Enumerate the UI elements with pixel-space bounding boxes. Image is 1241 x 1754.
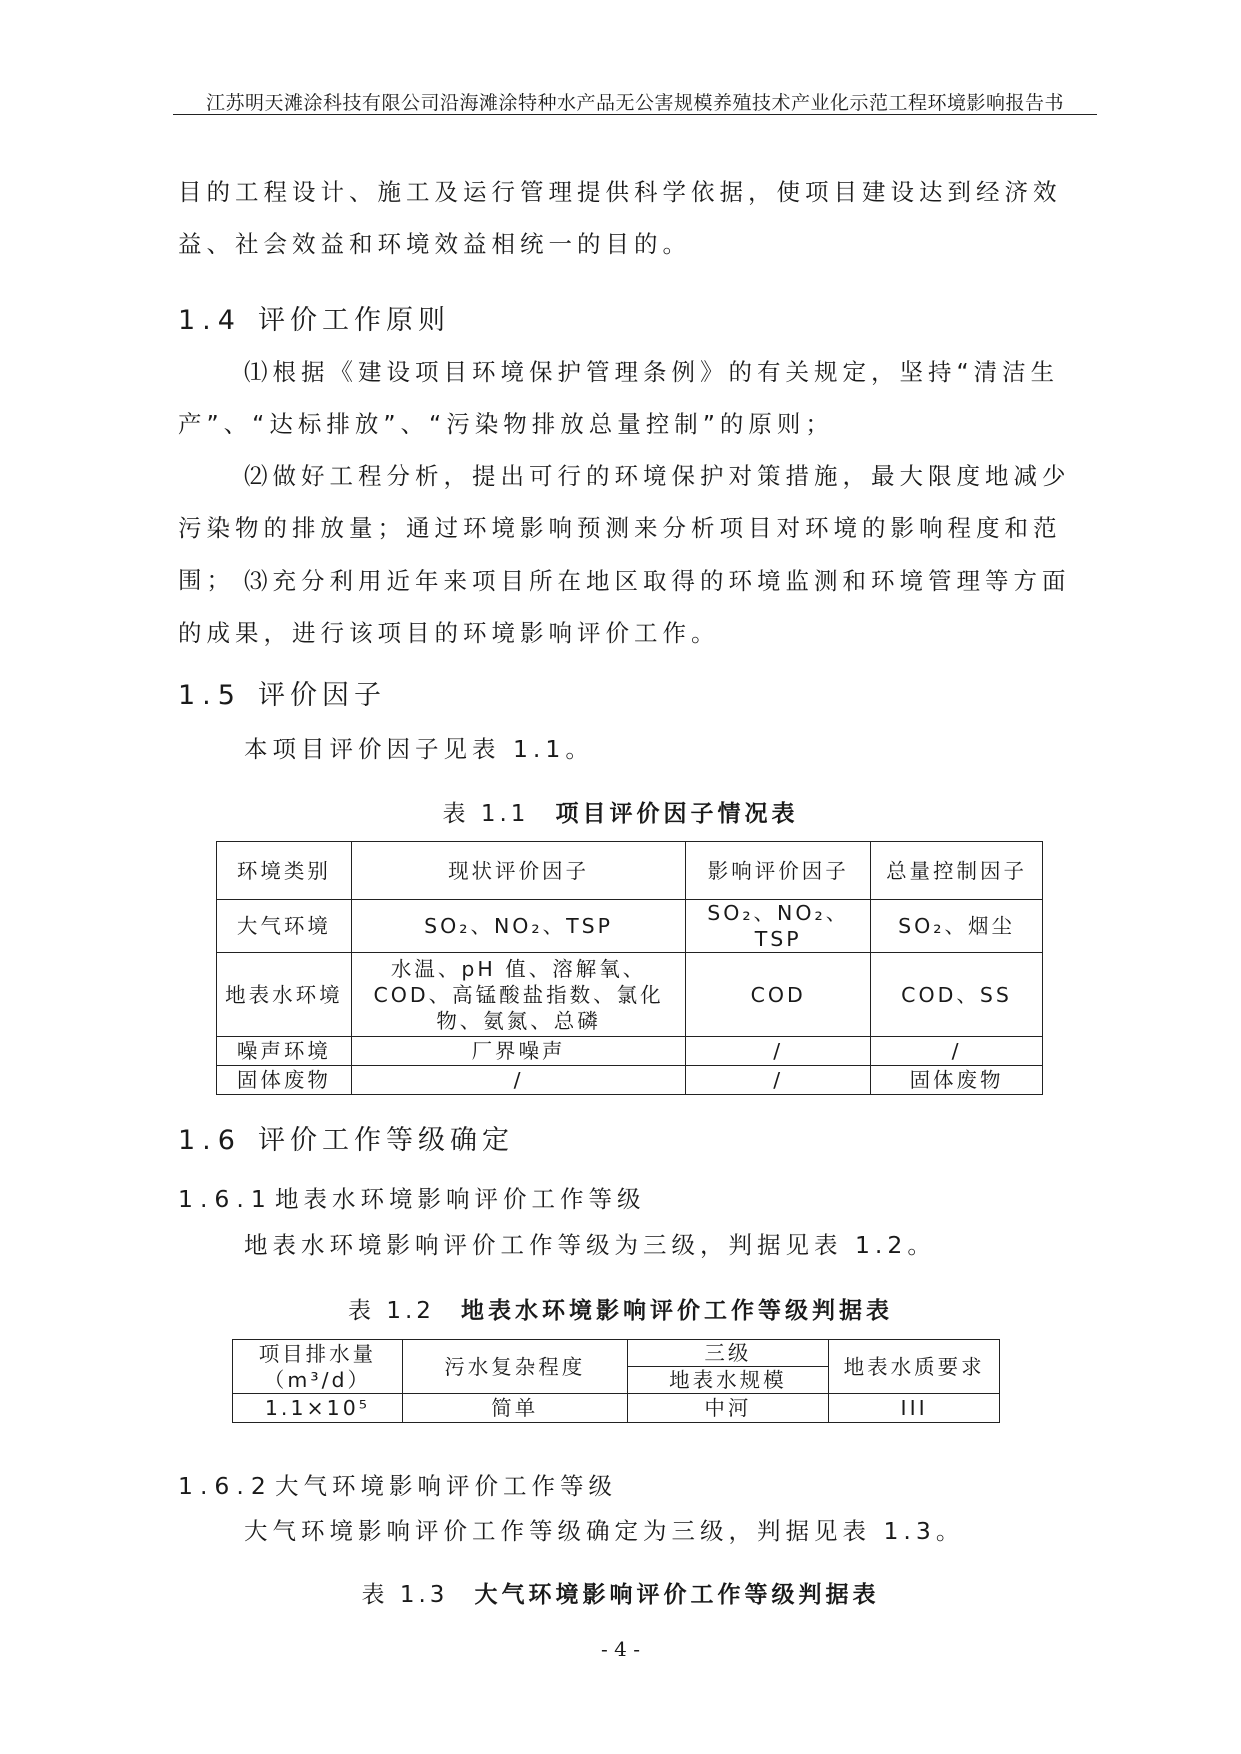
header-divider xyxy=(173,114,1097,115)
table-row xyxy=(217,1066,1043,1095)
caption-title: 大气环境影响评价工作等级判据表 xyxy=(474,1582,880,1608)
header-cell-complexity: 污水复杂程度 xyxy=(402,1340,627,1394)
caption-number: 表 1.1 xyxy=(442,801,530,827)
table-cell: 地表水环境 xyxy=(217,953,352,1037)
caption-number: 表 1.2 xyxy=(348,1298,435,1324)
table-row xyxy=(217,1037,1043,1066)
header-cell-scale: 地表水规模 xyxy=(627,1367,829,1394)
table-cell: COD xyxy=(686,953,871,1037)
section-number: 1.6.2 xyxy=(178,1472,273,1500)
table-row xyxy=(217,953,1043,1037)
section-1-6-2-heading xyxy=(178,1467,617,1501)
table-cell: 厂界噪声 xyxy=(351,1037,686,1066)
water-grade-paragraph: 地表水环境影响评价工作等级为三级，判据见表 1.2。 xyxy=(244,1231,936,1259)
air-grade-paragraph: 大气环境影响评价工作等级确定为三级，判据见表 1.3。 xyxy=(244,1517,965,1545)
header-cell-quality: 地表水质要求 xyxy=(829,1340,1000,1394)
table-row xyxy=(217,900,1043,953)
table-header-row xyxy=(233,1340,1000,1367)
report-header-title: 江苏明天滩涂科技有限公司沿海滩涂特种水产品无公害规模养殖技术产业化示范工程环境影响报告书 xyxy=(205,92,1064,114)
table-row xyxy=(233,1394,1000,1423)
table-1-2-caption xyxy=(0,1292,1241,1325)
table-cell: 简单 xyxy=(402,1394,627,1423)
table-cell: III xyxy=(829,1394,1000,1423)
table-cell: / xyxy=(351,1066,686,1095)
table-cell: / xyxy=(871,1037,1043,1066)
table-1-2 xyxy=(232,1339,1000,1423)
table-cell: 水温、pH 值、溶解氧、COD、高锰酸盐指数、氯化物、氨氮、总磷 xyxy=(351,953,686,1037)
section-number: 1.5 xyxy=(178,680,242,711)
table-header-row xyxy=(217,842,1043,900)
table-1-1 xyxy=(216,841,1043,1095)
section-1-5-heading xyxy=(178,673,386,712)
caption-title: 地表水环境影响评价工作等级判据表 xyxy=(460,1298,893,1324)
section-number: 1.6.1 xyxy=(178,1185,273,1213)
table-cell: 噪声环境 xyxy=(217,1037,352,1066)
section-1-6-heading xyxy=(178,1118,514,1157)
header-cell: 影响评价因子 xyxy=(686,842,871,900)
section-1-4-heading xyxy=(178,298,450,337)
caption-title: 项目评价因子情况表 xyxy=(555,801,799,827)
section-number: 1.4 xyxy=(178,305,242,336)
section-1-6-1-heading xyxy=(178,1180,646,1214)
table-cell: / xyxy=(686,1066,871,1095)
caption-number: 表 1.3 xyxy=(361,1582,449,1608)
table-cell: 1.1×10⁵ xyxy=(233,1394,403,1423)
table-cell: / xyxy=(686,1037,871,1066)
table-cell: 固体废物 xyxy=(217,1066,352,1095)
intro-paragraph: 目的工程设计、施工及运行管理提供科学依据，使项目建设达到经济效益、社会效益和环境效益相统一的目的。 xyxy=(178,178,1062,258)
table-cell: SO₂、NO₂、TSP xyxy=(686,900,871,953)
table-1-1-caption xyxy=(0,795,1241,828)
table-cell: 中河 xyxy=(627,1394,829,1423)
header-cell-grade: 三级 xyxy=(627,1340,829,1367)
section-title: 评价因子 xyxy=(258,680,386,711)
table-1-3-caption xyxy=(0,1576,1241,1609)
factor-paragraph: 本项目评价因子见表 1.1。 xyxy=(244,735,594,763)
section-title: 评价工作等级确定 xyxy=(258,1125,514,1156)
table-cell: SO₂、NO₂、TSP xyxy=(351,900,686,953)
header-cell-discharge: 项目排水量（m³/d） xyxy=(233,1340,403,1394)
page-number: - 4 - xyxy=(601,1637,640,1661)
header-cell: 环境类别 xyxy=(217,842,352,900)
principle-1-paragraph: ⑴根据《建设项目环境保护管理条例》的有关规定，坚持“清洁生产”、“达标排放”、“污染物排放总量控制”的原则； xyxy=(178,358,1060,438)
table-cell: 大气环境 xyxy=(217,900,352,953)
section-title: 地表水环境影响评价工作等级 xyxy=(275,1185,646,1213)
table-cell: COD、SS xyxy=(871,953,1043,1037)
section-title: 大气环境影响评价工作等级 xyxy=(275,1472,617,1500)
section-title: 评价工作原则 xyxy=(258,305,450,336)
table-cell: 固体废物 xyxy=(871,1066,1043,1095)
header-cell: 现状评价因子 xyxy=(351,842,686,900)
section-number: 1.6 xyxy=(178,1125,242,1156)
header-cell: 总量控制因子 xyxy=(871,842,1043,900)
principle-3-paragraph: ⑶充分利用近年来项目所在地区取得的环境监测和环境管理等方面的成果，进行该项目的环境影响评价工作。 xyxy=(178,567,1071,647)
principle-2-paragraph: ⑵做好工程分析，提出可行的环境保护对策措施，最大限度地减少污染物的排放量；通过环境影响预测来分析项目对环境的影响程度和范围； xyxy=(178,462,1071,594)
table-cell: SO₂、烟尘 xyxy=(871,900,1043,953)
